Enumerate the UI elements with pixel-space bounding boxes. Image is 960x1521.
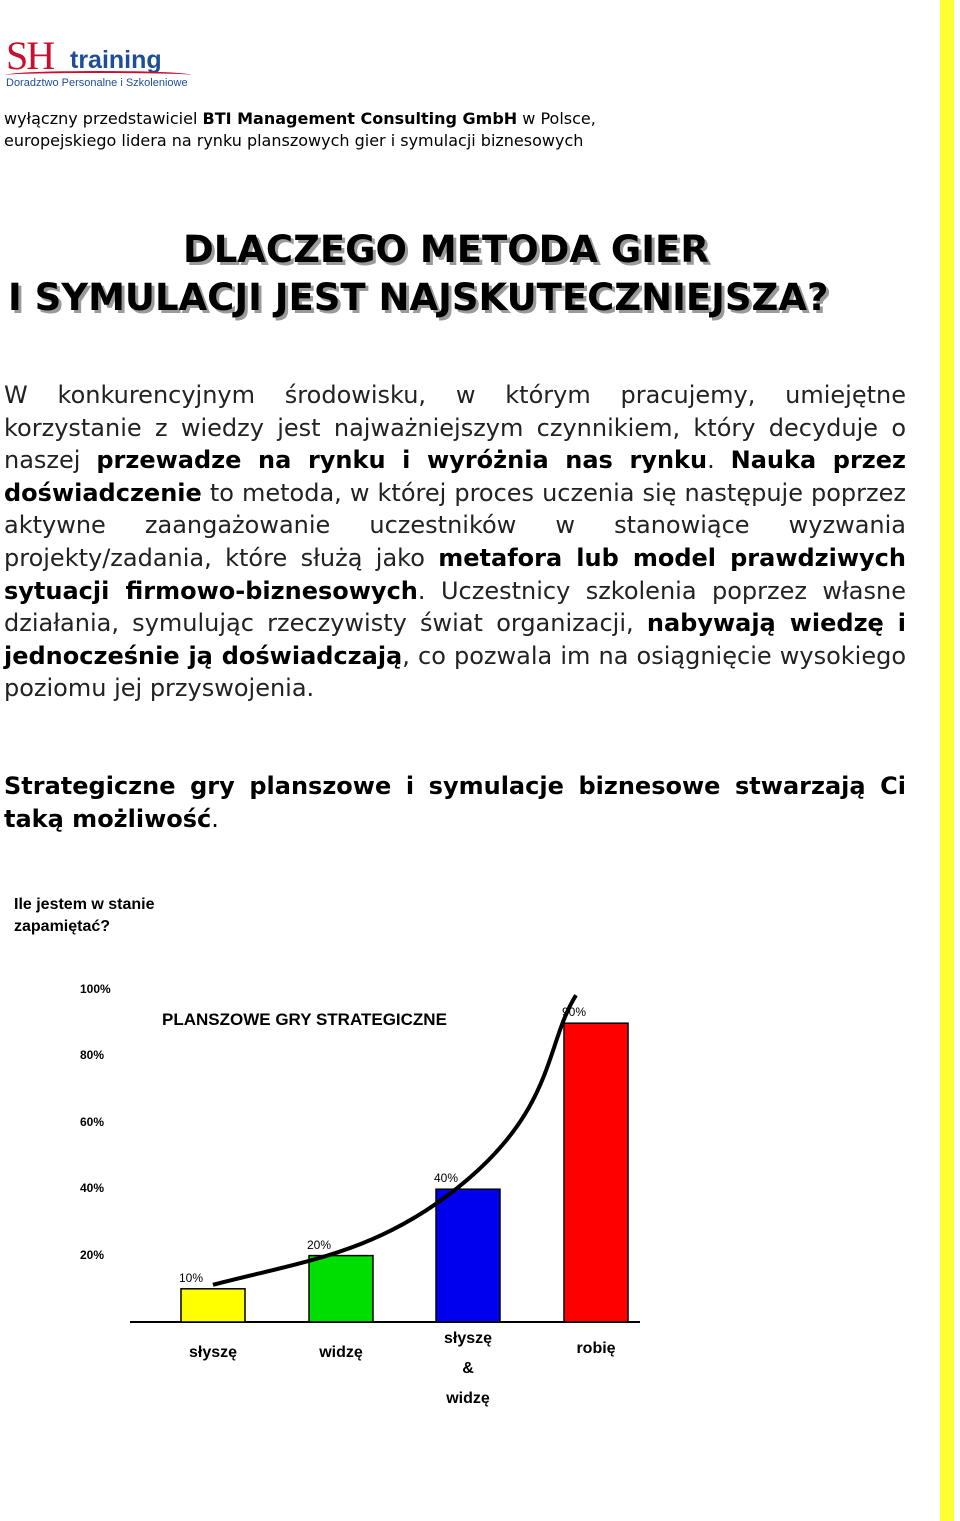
data-label: 20% (306, 1237, 332, 1252)
chart-question: Ile jestem w stanie zapamiętać? (14, 896, 155, 935)
data-label: 40% (433, 1171, 459, 1186)
category-label: słyszę (188, 1344, 238, 1361)
company-logo (6, 33, 196, 92)
chart-bar (309, 1256, 373, 1322)
closing-statement: Strategiczne gry planszowe i symulacje biznesowe stwarzają Ci taką możliwość. (4, 772, 906, 833)
title-line-1: DLACZEGO METODA GIER (183, 228, 709, 271)
logo-subtitle: Doradztwo Personalne i Szkoleniowe (6, 77, 188, 89)
y-tick-label: 20% (80, 1247, 105, 1262)
category-label: robię (576, 1340, 616, 1357)
intro-text (4, 108, 904, 152)
logo-training: training (70, 46, 162, 74)
chart-title: PLANSZOWE GRY STRATEGICZNE (162, 1010, 447, 1029)
y-tick-label: 80% (80, 1048, 105, 1063)
title-line-2: I SYMULACJI JEST NAJSKUTECZNIEJSZA? (8, 276, 829, 319)
y-tick-label: 60% (80, 1114, 105, 1129)
y-tick-label: 100% (80, 982, 111, 996)
chart-bar (436, 1189, 500, 1322)
chart-bar (181, 1289, 245, 1322)
category-label: słyszę & widzę (443, 1330, 493, 1407)
y-tick-label: 40% (80, 1181, 105, 1196)
page-edge-bar (940, 0, 954, 1521)
category-label: widzę (319, 1344, 363, 1361)
logo-sh: SH (6, 33, 54, 78)
intro-line-1: wyłączny przedstawiciel BTI Management Consulting GmbH w Polsce, (4, 109, 596, 128)
chart-bar (564, 1023, 628, 1322)
retention-chart (10, 890, 650, 1430)
data-label: 10% (178, 1270, 204, 1285)
trend-line (213, 995, 576, 1285)
intro-line-2: europejskiego lidera na rynku planszowych gier i symulacji biznesowych (4, 131, 584, 150)
company-name: BTI Management Consulting GmbH (202, 109, 518, 128)
data-label: 90% (561, 1005, 587, 1020)
body-paragraph: W konkurencyjnym środowisku, w którym pracujemy, umiejętne korzystanie z wiedzy jest najważniejszym czynnikiem, który decyduje o naszej przewadze na rynku i wyróżnia nas rynku. Nauka przez doświadczenie to metoda, w której proces uczenia się następuje poprzez aktywne zaangażowanie uczestników w stanowiące wyzwania projekty/zadania, które służą jako metafora lub model prawdziwych sytuacji firmowo-biznesowych. Uczestnicy szkolenia poprzez własne działania, symulując rzeczywisty świat organizacji, nabywają wiedzę i jednocześnie ją doświadczają, co pozwala im na osiągnięcie wysokiego poziomu jej przyswojenia. (4, 381, 907, 703)
